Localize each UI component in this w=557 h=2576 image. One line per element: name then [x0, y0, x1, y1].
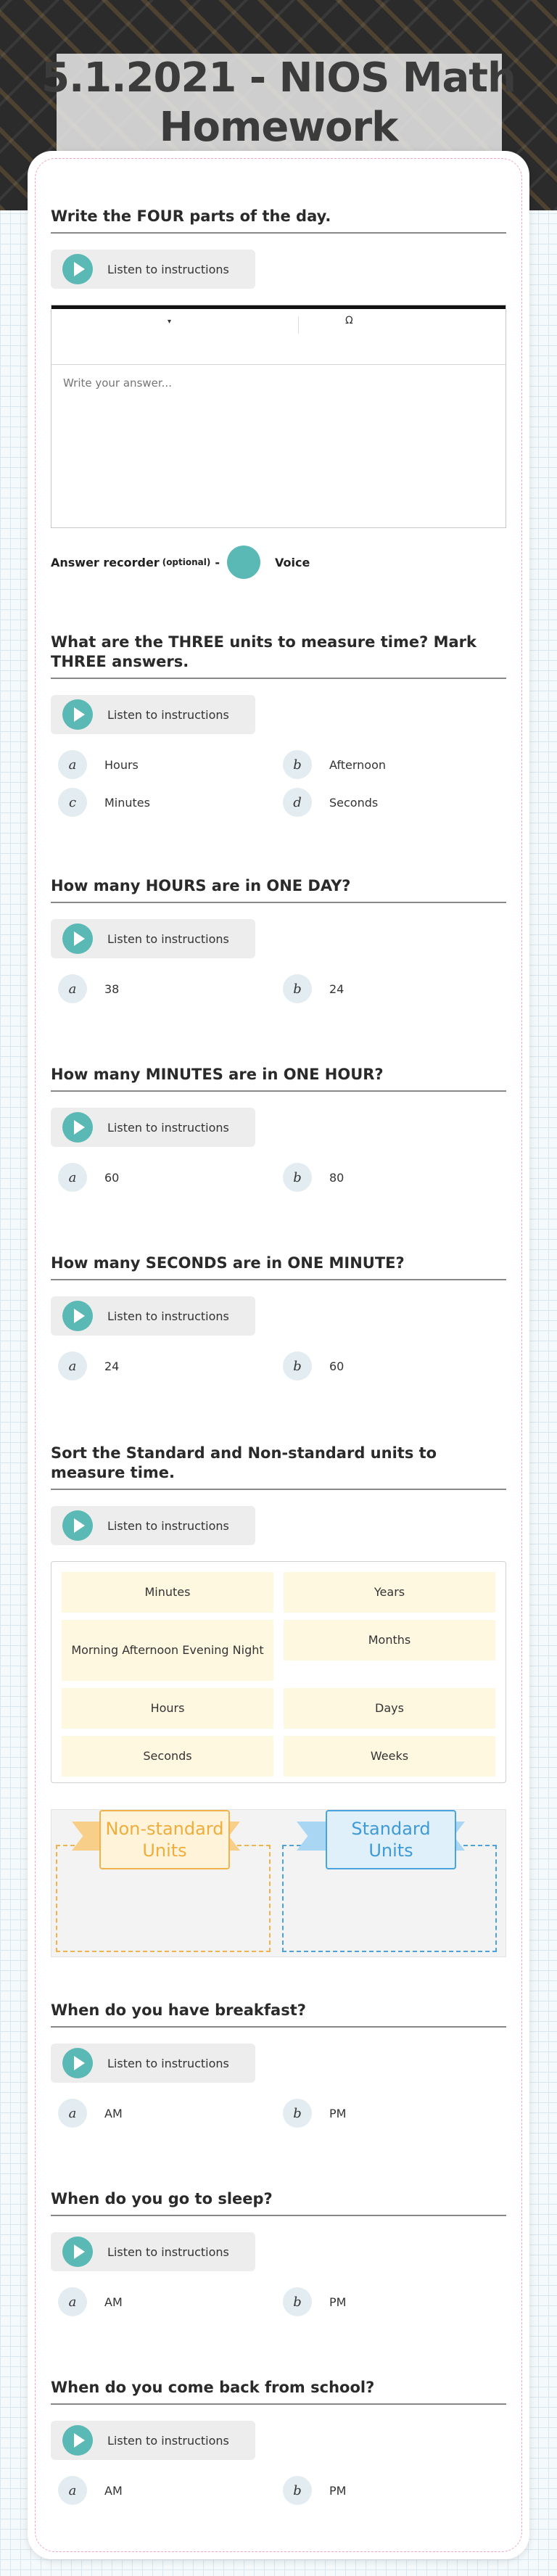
listen-button[interactable]	[51, 250, 255, 289]
option-a[interactable]	[51, 1351, 276, 1380]
option-letter: a	[58, 2287, 87, 2316]
listen-button[interactable]	[51, 2044, 255, 2083]
option-letter: b	[283, 1351, 312, 1380]
sort-chip[interactable]: Months	[284, 1620, 495, 1661]
option-text: 38	[104, 982, 120, 996]
option-text: 24	[329, 982, 344, 996]
option-b[interactable]	[276, 1163, 500, 1192]
listen-button[interactable]	[51, 2232, 255, 2271]
answer-options	[51, 2287, 506, 2316]
option-b[interactable]	[276, 2287, 500, 2316]
question-6	[51, 1444, 506, 1957]
option-letter: b	[283, 2287, 312, 2316]
listen-label: Listen to instructions	[107, 262, 229, 276]
question-title: How many SECONDS are in ONE MINUTE?	[51, 1254, 506, 1280]
option-letter: a	[58, 1351, 87, 1380]
option-letter: b	[283, 2476, 312, 2505]
option-text: Afternoon	[329, 757, 386, 772]
answer-options	[51, 974, 506, 1003]
option-a[interactable]	[51, 974, 276, 1003]
option-letter: a	[58, 2099, 87, 2128]
listen-label: Listen to instructions	[107, 1309, 229, 1323]
option-b[interactable]	[276, 2099, 500, 2128]
question-title: How many MINUTES are in ONE HOUR?	[51, 1065, 506, 1092]
listen-label: Listen to instructions	[107, 707, 229, 722]
option-text: 80	[329, 1170, 344, 1185]
option-letter: d	[283, 788, 312, 817]
option-a[interactable]	[51, 2099, 276, 2128]
option-b[interactable]	[276, 750, 500, 779]
option-letter: c	[58, 788, 87, 817]
question-title: What are the THREE units to measure time? Mark THREE answers.	[51, 633, 506, 679]
recorder-voice-label: Voice	[275, 555, 310, 569]
sort-chip[interactable]: Seconds	[62, 1736, 273, 1777]
option-text: Seconds	[329, 795, 379, 810]
option-text: Minutes	[104, 795, 150, 810]
question-title: How many HOURS are in ONE DAY?	[51, 876, 506, 903]
sort-chip[interactable]: Hours	[62, 1688, 273, 1729]
listen-button[interactable]	[51, 1506, 255, 1545]
listen-button[interactable]	[51, 695, 255, 734]
play-icon	[62, 1510, 93, 1541]
question-title: Sort the Standard and Non-standard units to measure time.	[51, 1444, 506, 1490]
listen-label: Listen to instructions	[107, 2244, 229, 2259]
sort-items-pool	[51, 1561, 506, 1783]
question-title: When do you go to sleep?	[51, 2189, 506, 2216]
option-a[interactable]	[51, 2287, 276, 2316]
listen-label: Listen to instructions	[107, 1518, 229, 1533]
option-text: Hours	[104, 757, 139, 772]
option-text: PM	[329, 2483, 347, 2498]
option-letter: b	[283, 750, 312, 779]
recorder-dash: -	[215, 555, 220, 569]
option-d[interactable]	[276, 788, 500, 817]
sort-chip[interactable]: Morning Afternoon Evening Night	[62, 1620, 273, 1681]
play-icon	[62, 2048, 93, 2078]
special-characters-icon[interactable]: Ω	[345, 315, 353, 326]
answer-recorder	[51, 544, 506, 580]
option-a[interactable]	[51, 1163, 276, 1192]
play-icon	[62, 699, 93, 730]
listen-label: Listen to instructions	[107, 2056, 229, 2070]
play-icon	[62, 1301, 93, 1331]
question-title: When do you come back from school?	[51, 2378, 506, 2405]
play-icon	[62, 254, 93, 284]
question-2	[51, 633, 506, 817]
rich-text-editor	[51, 305, 506, 528]
answer-options	[51, 750, 506, 817]
play-icon	[62, 2236, 93, 2267]
editor-toolbar	[51, 305, 506, 365]
play-icon	[62, 2425, 93, 2456]
option-b[interactable]	[276, 2476, 500, 2505]
listen-button[interactable]	[51, 2421, 255, 2460]
option-text: PM	[329, 2106, 347, 2120]
sort-chip[interactable]: Years	[284, 1572, 495, 1613]
answer-options	[51, 1163, 506, 1192]
option-letter: b	[283, 2099, 312, 2128]
sort-buckets	[51, 1809, 506, 1957]
question-title: Write the FOUR parts of the day.	[51, 207, 506, 234]
recorder-label: Answer recorder	[51, 555, 160, 569]
option-letter: a	[58, 1163, 87, 1192]
question-1	[51, 207, 506, 580]
chevron-down-icon[interactable]: ▾	[168, 318, 172, 326]
sort-chip[interactable]: Days	[284, 1688, 495, 1729]
option-c[interactable]	[51, 788, 276, 817]
listen-label: Listen to instructions	[107, 2433, 229, 2448]
option-text: AM	[104, 2106, 123, 2120]
option-text: AM	[104, 2295, 123, 2309]
option-a[interactable]	[51, 750, 276, 779]
listen-button[interactable]	[51, 1296, 255, 1336]
question-9	[51, 2378, 506, 2505]
page-title: 5.1.2021 - NIOS Math Homework	[41, 54, 516, 151]
recorder-optional: (optional)	[162, 557, 211, 567]
listen-button[interactable]	[51, 919, 255, 958]
record-voice-button[interactable]	[227, 546, 260, 579]
option-b[interactable]	[276, 974, 500, 1003]
answer-options	[51, 2476, 506, 2505]
option-a[interactable]	[51, 2476, 276, 2505]
option-letter: a	[58, 750, 87, 779]
option-text: 60	[329, 1359, 344, 1373]
standard-bucket-label: Standard Units	[326, 1810, 456, 1869]
question-8	[51, 2189, 506, 2316]
option-letter: b	[283, 1163, 312, 1192]
question-4	[51, 1065, 506, 1192]
option-letter: a	[58, 2476, 87, 2505]
sort-chip[interactable]: Weeks	[284, 1736, 495, 1777]
sort-chip[interactable]: Minutes	[62, 1572, 273, 1613]
nonstandard-bucket-label: Non-standard Units	[99, 1810, 230, 1869]
listen-button[interactable]	[51, 1108, 255, 1147]
play-icon	[62, 1112, 93, 1143]
option-letter: a	[58, 974, 87, 1003]
toolbar-divider	[298, 316, 299, 334]
answer-input[interactable]	[51, 365, 506, 524]
question-3	[51, 876, 506, 1003]
play-icon	[62, 923, 93, 954]
option-text: 24	[104, 1359, 120, 1373]
option-text: PM	[329, 2295, 347, 2309]
question-7	[51, 2001, 506, 2128]
option-text: 60	[104, 1170, 120, 1185]
option-text: AM	[104, 2483, 123, 2498]
question-5	[51, 1254, 506, 1380]
listen-label: Listen to instructions	[107, 1120, 229, 1135]
answer-options	[51, 1351, 506, 1380]
answer-options	[51, 2099, 506, 2128]
option-b[interactable]	[276, 1351, 500, 1380]
listen-label: Listen to instructions	[107, 931, 229, 946]
option-letter: b	[283, 974, 312, 1003]
question-title: When do you have breakfast?	[51, 2001, 506, 2028]
